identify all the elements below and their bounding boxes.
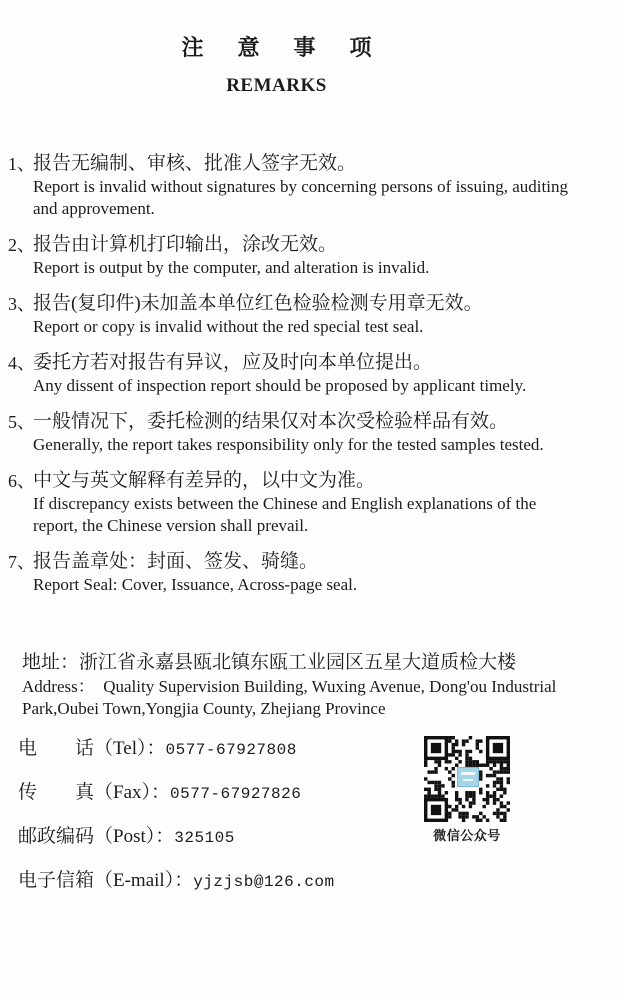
contact-row-post — [18, 825, 408, 850]
remark-item-1 — [8, 152, 583, 220]
email-label: 电子信箱（E-mail）： — [18, 870, 194, 891]
email-value: yjzjsb@126.com — [193, 873, 335, 891]
wechat-qr-block — [423, 736, 511, 844]
remark-text-chinese: 报告无编制、审核、批准人签字无效。 — [33, 153, 357, 174]
remark-body — [33, 469, 583, 537]
remark-item-4 — [8, 351, 583, 397]
contact-row-fax — [18, 781, 408, 806]
contact-row-tel — [18, 737, 408, 762]
remark-number: 3、 — [8, 294, 35, 314]
title-block — [0, 31, 553, 97]
page-title-english: REMARKS — [226, 75, 327, 96]
remark-item-6 — [8, 469, 583, 537]
remark-body — [33, 152, 583, 220]
remark-text-chinese: 报告由计算机打印输出，涂改无效。 — [33, 234, 338, 255]
remark-item-2 — [8, 233, 583, 279]
remark-number: 1、 — [8, 154, 35, 174]
remark-text-english: Report or copy is invalid without the red special test seal. — [33, 317, 424, 336]
qr-center-logo-icon — [457, 767, 479, 787]
remark-number: 5、 — [8, 412, 35, 432]
fax-value: 0577-67927826 — [170, 785, 302, 803]
remark-item-3 — [8, 292, 583, 338]
remark-text-chinese: 报告盖章处：封面、签发、骑缝。 — [33, 551, 319, 572]
tel-value: 0577-67927808 — [165, 741, 297, 759]
remark-number: 7、 — [8, 552, 35, 572]
remarks-list — [8, 152, 583, 609]
remark-text-english: Any dissent of inspection report should be proposed by applicant timely. — [33, 376, 527, 395]
remark-text-chinese: 中文与英文解释有差异的，以中文为准。 — [33, 470, 376, 491]
tel-label: 电 话（Tel）： — [18, 738, 166, 759]
contact-info — [18, 737, 408, 913]
remark-body — [33, 233, 583, 279]
remark-text-english: Report is output by the computer, and alteration is invalid. — [33, 258, 430, 277]
remark-number: 2、 — [8, 235, 35, 255]
remark-number: 6、 — [8, 471, 35, 491]
remark-text-english: If discrepancy exists between the Chinese and English explanations of the report, the Chinese version shall prevail. — [33, 494, 537, 535]
address-chinese: 地址：浙江省永嘉县瓯北镇东瓯工业园区五星大道质检大楼 — [22, 652, 517, 673]
remark-text-chinese: 报告(复印件)未加盖本单位红色检验检测专用章无效。 — [33, 293, 483, 314]
qr-caption: 微信公众号 — [433, 828, 501, 843]
remark-body — [33, 292, 583, 338]
remark-text-chinese: 一般情况下，委托检测的结果仅对本次受检验样品有效。 — [33, 411, 509, 432]
remark-body — [33, 550, 583, 596]
qr-code-icon — [424, 736, 510, 822]
remark-text-english: Generally, the report takes responsibility only for the tested samples tested. — [33, 435, 544, 454]
remark-item-7 — [8, 550, 583, 596]
remark-number: 4、 — [8, 353, 35, 373]
remark-text-chinese: 委托方若对报告有异议，应及时向本单位提出。 — [33, 352, 433, 373]
fax-label: 传 真（Fax）： — [18, 782, 171, 803]
address-block — [22, 650, 582, 720]
remark-item-5 — [8, 410, 583, 456]
address-english: Address： Quality Supervision Building, Wuxing Avenue, Dong'ou Industrial Park,Oubei Town,Yongjia County, Zhejiang Province — [22, 677, 561, 718]
contact-row-email — [18, 869, 408, 894]
remark-text-english: Report Seal: Cover, Issuance, Across-page seal. — [33, 575, 358, 594]
post-label: 邮政编码（Post）： — [18, 826, 175, 847]
page-title-chinese: 注意事项 — [181, 35, 406, 60]
remark-text-english: Report is invalid without signatures by concerning persons of issuing, auditing and approvement. — [33, 177, 568, 218]
remark-body — [33, 410, 583, 456]
post-value: 325105 — [174, 829, 235, 847]
remark-body — [33, 351, 583, 397]
